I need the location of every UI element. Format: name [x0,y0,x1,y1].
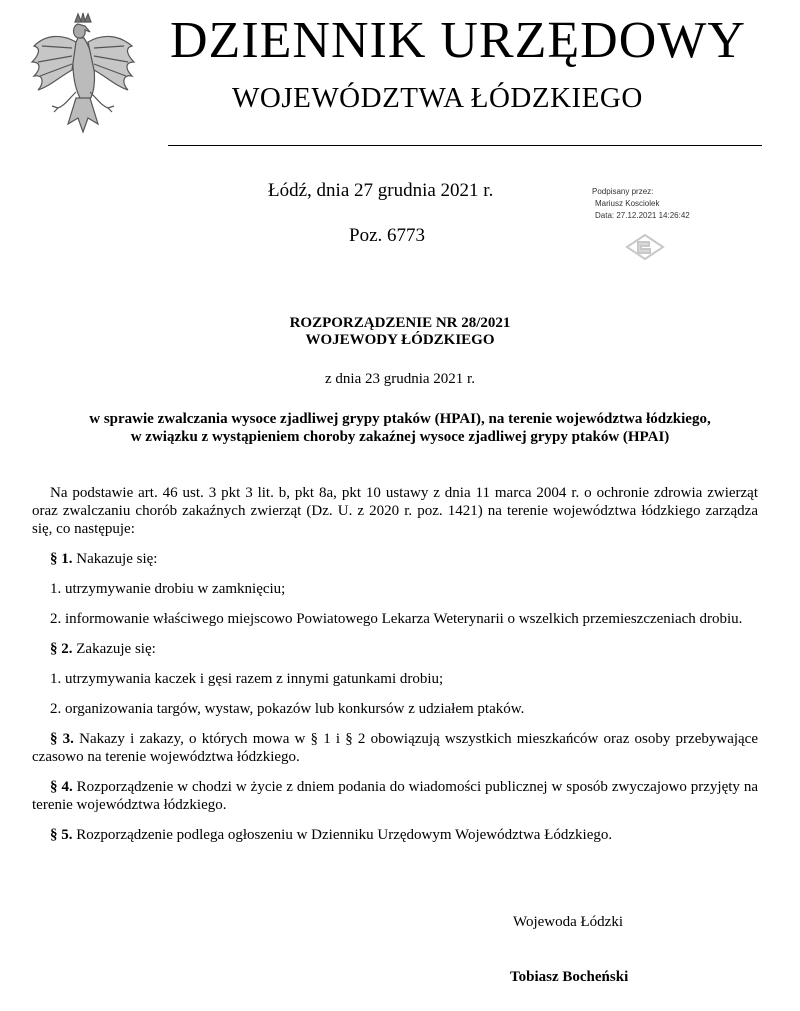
section-text: Rozporządzenie podlega ogłoszeniu w Dzienniku Urzędowym Województwa Łódzkiego. [72,827,613,843]
signatory-role: Wojewoda Łódzki [513,914,624,930]
section-mark: § 3. [50,731,74,747]
section-mark: § 2. [50,641,73,657]
e-signature-stamp-icon [623,232,667,262]
section-2-item-1: 1. utrzymywania kaczek i gęsi razem z innymi gatunkami drobiu; [50,671,444,687]
section-1-item-1: 1. utrzymywanie drobiu w zamknięciu; [50,581,286,597]
section-4 [32,778,758,814]
issue-place-date: Łódź, dnia 27 grudnia 2021 r. [268,180,494,201]
section-mark: § 5. [50,827,73,843]
ordinance-body [32,484,758,856]
section-text: Nakazuje się: [72,551,158,567]
section-mark: § 4. [50,779,73,795]
section-2-item-2: 2. organizowania targów, wystaw, pokazów lub konkursów z udziałem ptaków. [50,701,525,717]
signatory-name: Tobiasz Bocheński [510,969,629,985]
ordinance-date: z dnia 23 grudnia 2021 r. [325,371,475,387]
section-2 [32,640,758,658]
electronic-signature [592,186,752,222]
signature-date: Data: 27.12.2021 14:26:42 [595,211,690,220]
section-text: Rozporządzenie w chodzi w życie z dniem podania do wiadomości publicznej w sposób zwyczajowo przyjęty na terenie województwa łódzkiego. [32,779,759,813]
ordinance-subject-line: w związku z wystąpieniem choroby zakaźnej wysoce zjadliwej grypy ptaków (HPAI) [130,429,670,445]
section-text: Zakazuje się: [72,641,156,657]
ordinance-title [40,315,760,349]
section-mark: § 1. [50,551,73,567]
polish-eagle-icon [28,12,138,147]
section-5 [32,826,758,844]
issue-position: Poz. 6773 [349,225,425,246]
signature-label: Podpisany przez: [592,187,654,196]
ordinance-subject [40,410,760,446]
masthead-divider [168,145,762,146]
ordinance-issuer-line: WOJEWODY ŁÓDZKIEGO [305,332,495,348]
masthead-subtitle: WOJEWÓDZTWA ŁÓDZKIEGO [232,82,643,114]
masthead-title: DZIENNIK URZĘDOWY [170,12,746,69]
signature-signer: Mariusz Kosciolek [595,199,660,208]
section-1 [32,550,758,568]
preamble: Na podstawie art. 46 ust. 3 pkt 3 lit. b, pkt 8a, pkt 10 ustawy z dnia 11 marca 2004 r. o ochronie zdrowia zwierząt oraz zwalczaniu chorób zakaźnych zwierząt (Dz. U. z 2020 r. poz. 1421) na terenie województwa łódzkiego zarządza się, co następuje: [32,485,758,537]
ordinance-title-line: ROZPORZĄDZENIE NR 28/2021 [289,315,511,331]
ordinance-subject-line: w sprawie zwalczania wysoce zjadliwej grypy ptaków (HPAI), na terenie województwa łódzkiego, [89,411,711,427]
section-text: Nakazy i zakazy, o których mowa w § 1 i § 2 obowiązują wszystkich mieszkańców oraz osoby przebywające czasowo na terenie województwa łódzkiego. [32,731,759,765]
section-3 [32,730,758,766]
section-1-item-2: 2. informowanie właściwego miejscowo Powiatowego Lekarza Weterynarii o wszelkich przemieszczeniach drobiu. [50,611,743,627]
